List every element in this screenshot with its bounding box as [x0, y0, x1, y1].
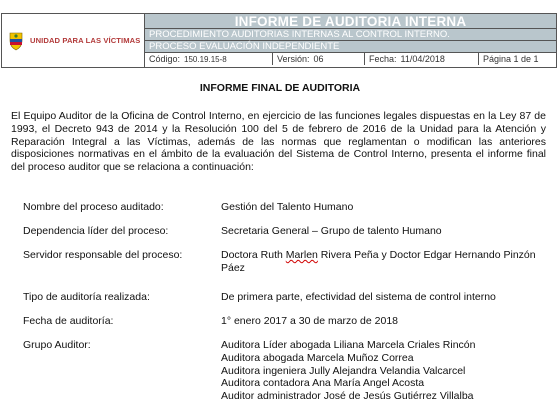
field-label: Dependencia líder del proceso:: [23, 225, 169, 237]
auditor-item: Auditora abogada Marcela Muñoz Correa: [221, 351, 414, 364]
code-cell: [145, 53, 273, 65]
date-label: Fecha:: [369, 54, 397, 64]
version-label: Versión:: [277, 54, 310, 64]
procedure-name: PROCEDIMIENTO AUDITORIAS INTERNAS AL CONTROL INTERNO.: [145, 29, 556, 41]
auditor-list: [221, 339, 548, 403]
code-value: 150.19.15-8: [184, 55, 227, 64]
auditor-item: Auditora ingeniera Jully Alejandra Velandia Valcarcel: [221, 364, 466, 377]
process-name: PROCESO EVALUACIÓN INDEPENDIENTE: [145, 41, 556, 53]
report-title: INFORME DE AUDITORIA INTERNA: [145, 14, 556, 29]
intro-paragraph: El Equipo Auditor de la Oficina de Control Interno, en ejercicio de las funciones legales dispuestas en la Ley 87 de 1993, el Decreto 943 de 2014 y la Resolución 100 del 5 de febrero de 2016 de la Unidad para la Atención y Reparación Integral a las Víctimas, además de las normas que reglamentan o modifican las anteriores disposiciones normativas en el ámbito de la evaluación del Sistema de Control Interno, presenta el informe final del proceso auditor que se relaciona a continuación:: [11, 110, 546, 174]
field-label: Grupo Auditor:: [23, 339, 91, 351]
spellcheck-flagged-word: Marlen: [285, 249, 318, 261]
field-audit-type: [23, 291, 548, 304]
metadata-row: [145, 53, 556, 65]
document-header: [1, 13, 557, 68]
colombia-coat-of-arms-icon: [8, 31, 24, 51]
header-info: [145, 14, 556, 67]
auditor-item: Auditora Líder abogada Liliana Marcela Criales Rincón: [221, 339, 476, 351]
field-value: Secretaria General – Grupo de talento Humano: [221, 225, 442, 237]
field-label: Servidor responsable del proceso:: [23, 249, 183, 261]
document-title: INFORME FINAL DE AUDITORIA: [199, 82, 361, 94]
field-audit-date: [23, 315, 548, 328]
date-value: 11/04/2018: [400, 54, 445, 64]
code-label: Código:: [149, 54, 181, 64]
responsible-name-part: Doctora Ruth: [221, 249, 286, 261]
auditor-item: Auditor administrador José de Jesús Gutiérrez Villalba: [221, 390, 474, 403]
version-cell: [273, 53, 365, 65]
date-cell: [365, 53, 479, 65]
field-audited-process: [23, 201, 548, 214]
field-value: De primera parte, efectividad del sistema de control interno: [221, 291, 496, 303]
logo-text: UNIDAD PARA LAS VÍCTIMAS: [30, 36, 141, 45]
field-value: 1° enero 2017 a 30 de marzo de 2018: [221, 315, 398, 327]
logo-cell: [2, 14, 145, 67]
responsible-name-part: Rivera Peña y Doctor Edgar Hernando Pinzón Páez: [221, 249, 536, 274]
field-responsible-official: [23, 249, 548, 275]
version-value: 06: [313, 54, 324, 64]
field-value: Gestión del Talento Humano: [221, 201, 354, 213]
field-label: Nombre del proceso auditado:: [23, 201, 164, 213]
page-cell: [479, 53, 556, 65]
field-label: Fecha de auditoría:: [23, 315, 114, 327]
field-value: [221, 249, 548, 275]
field-lead-dependency: [23, 225, 548, 238]
field-label: Tipo de auditoría realizada:: [23, 291, 150, 303]
auditor-item: Auditora contadora Ana María Angel Acosta: [221, 377, 425, 390]
page-number: Página 1 de 1: [483, 54, 539, 64]
field-audit-group: [23, 339, 548, 403]
